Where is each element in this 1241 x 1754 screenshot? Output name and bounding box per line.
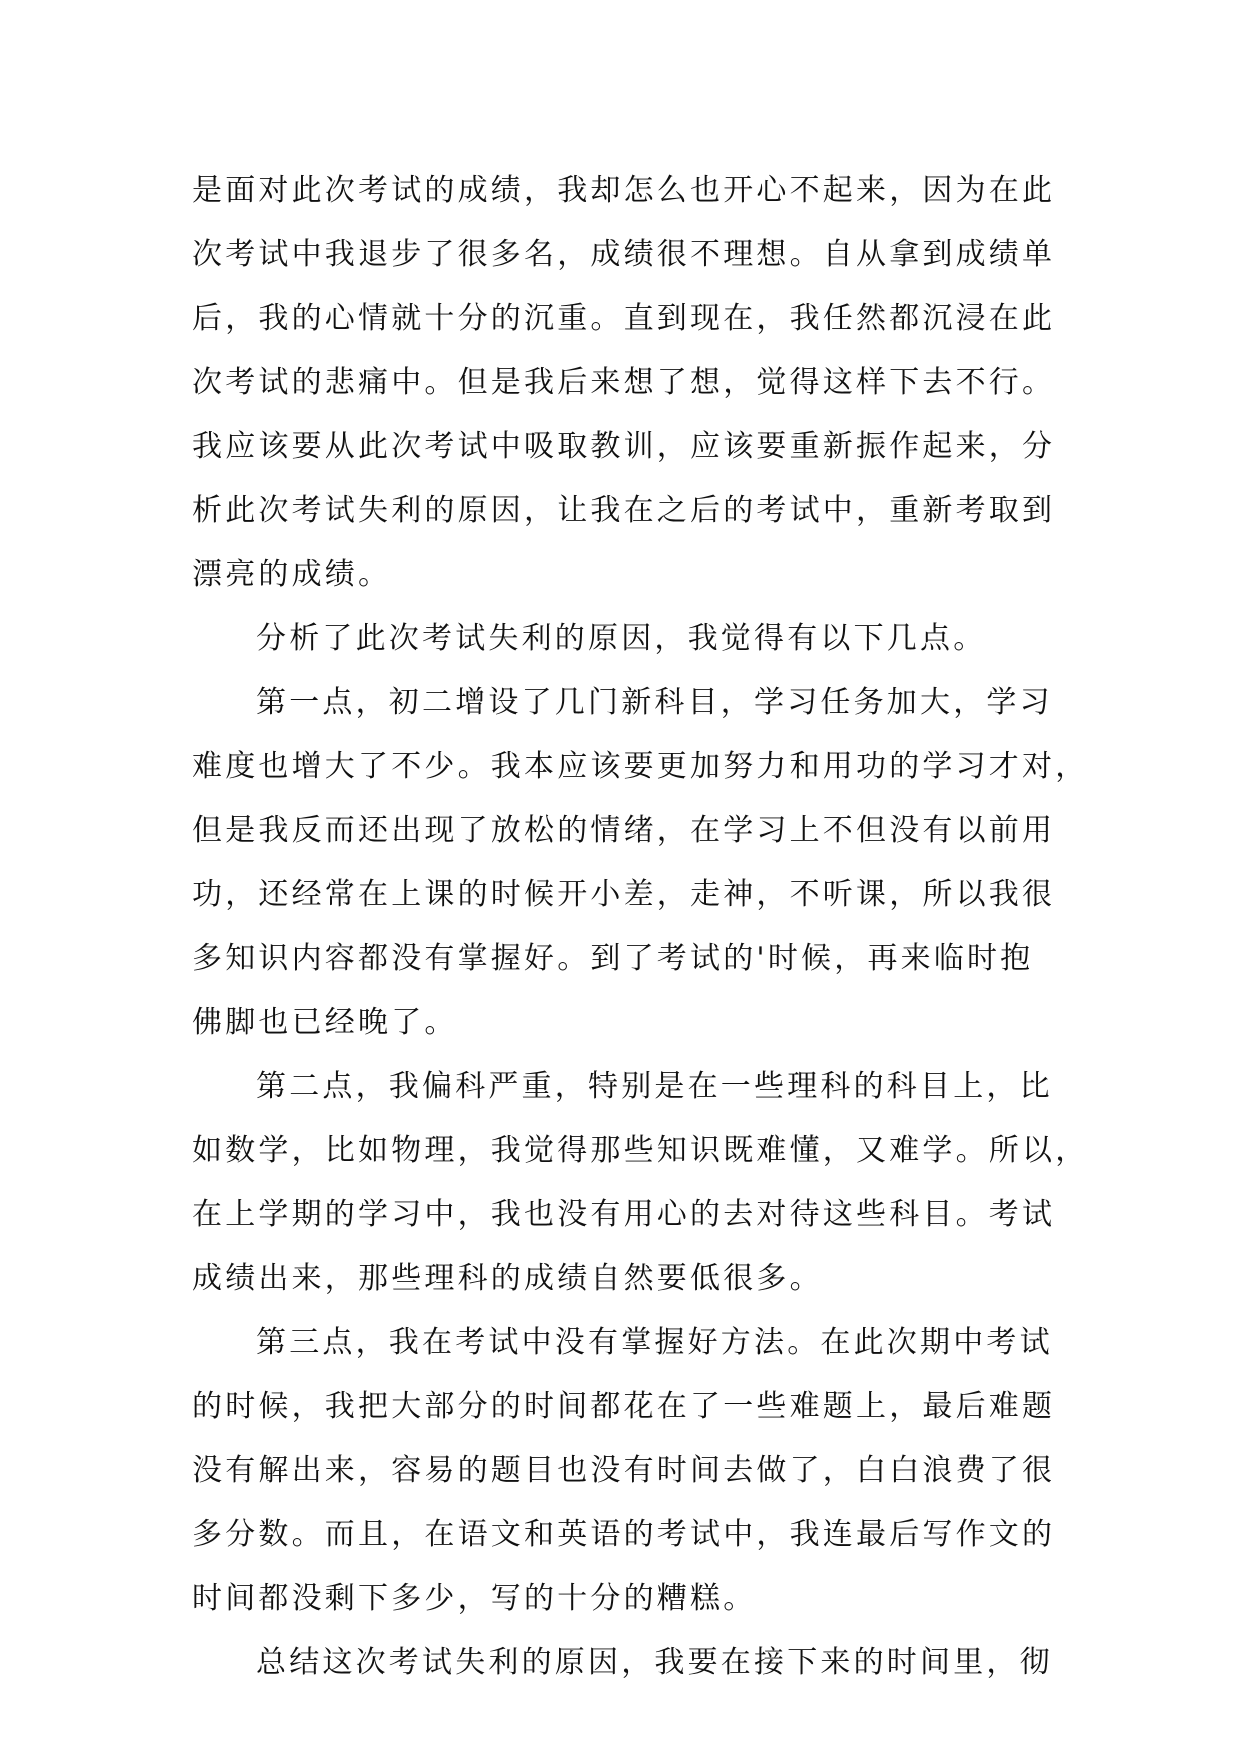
paragraph-first-line: 总结这次考试失利的原因，我要在接下来的时间里，彻 bbox=[256, 1645, 1053, 1680]
text-line: 漂亮的成绩。 bbox=[192, 557, 392, 592]
text-line: 功，还经常在上课的时候开小差，走神，不听课，所以我很 bbox=[192, 877, 1056, 912]
paragraph-first-line: 第三点，我在考试中没有掌握好方法。在此次期中考试 bbox=[256, 1325, 1053, 1360]
text-line: 多分数。而且，在语文和英语的考试中，我连最后写作文的 bbox=[192, 1517, 1056, 1552]
text-line: 次考试中我退步了很多名，成绩很不理想。自从拿到成绩单 bbox=[192, 237, 1056, 272]
text-line: 次考试的悲痛中。但是我后来想了想，觉得这样下去不行。 bbox=[192, 365, 1056, 400]
text-line: 难度也增大了不少。我本应该要更加努力和用功的学习才对， bbox=[192, 749, 1089, 784]
text-line: 如数学，比如物理，我觉得那些知识既难懂，又难学。所以， bbox=[192, 1133, 1089, 1168]
text-line: 我应该要从此次考试中吸取教训，应该要重新振作起来，分 bbox=[192, 429, 1056, 464]
text-line: 后，我的心情就十分的沉重。直到现在，我任然都沉浸在此 bbox=[192, 301, 1056, 336]
document-body bbox=[192, 159, 1089, 1695]
text-line: 佛脚也已经晚了。 bbox=[192, 1005, 458, 1040]
text-line: 多知识内容都没有掌握好。到了考试的'时候，再来临时抱 bbox=[192, 941, 1034, 976]
text-line: 是面对此次考试的成绩，我却怎么也开心不起来，因为在此 bbox=[192, 173, 1056, 208]
text-line: 成绩出来，那些理科的成绩自然要低很多。 bbox=[192, 1261, 823, 1296]
paragraph-first-line: 分析了此次考试失利的原因，我觉得有以下几点。 bbox=[256, 621, 987, 656]
text-line: 没有解出来，容易的题目也没有时间去做了，白白浪费了很 bbox=[192, 1453, 1056, 1488]
text-line: 但是我反而还出现了放松的情绪，在学习上不但没有以前用 bbox=[192, 813, 1056, 848]
paragraph-first-line: 第二点，我偏科严重，特别是在一些理科的科目上，比 bbox=[256, 1069, 1053, 1104]
paragraph-first-line: 第一点，初二增设了几门新科目，学习任务加大，学习 bbox=[256, 685, 1053, 720]
text-line: 析此次考试失利的原因，让我在之后的考试中，重新考取到 bbox=[192, 493, 1056, 528]
text-line: 的时候，我把大部分的时间都花在了一些难题上，最后难题 bbox=[192, 1389, 1056, 1424]
text-line: 时间都没剩下多少，写的十分的糟糕。 bbox=[192, 1581, 757, 1616]
text-line: 在上学期的学习中，我也没有用心的去对待这些科目。考试 bbox=[192, 1197, 1056, 1232]
